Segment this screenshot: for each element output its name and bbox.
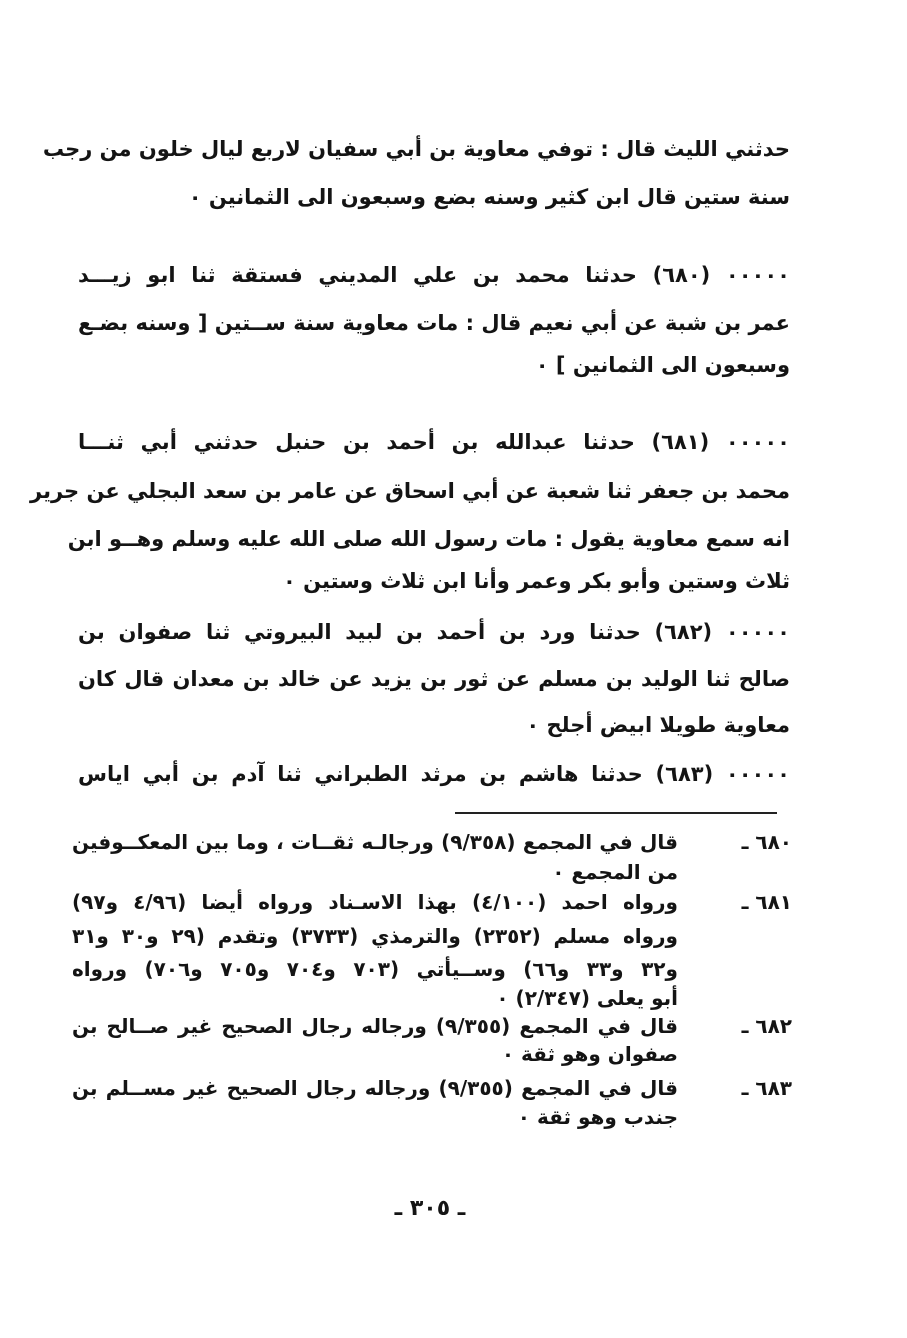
footnote-line: قال في المجمع (٩/٣٥٨) ورجالـه ثقــات ، وما بين المعكــوفين [72, 830, 679, 854]
main-text-line: ٠٠٠٠٠ (٦٨٣) حدثنا هاشم بن مرثد الطبراني ثنا آدم بن أبي اياس [78, 762, 790, 786]
footnote-number: ٦٨٢ ـ [741, 1014, 792, 1038]
main-text-line: ٠٠٠٠٠ (٦٨٢) حدثنا ورد بن أحمد بن لبيد البيروتي ثنا صفوان بن [78, 620, 790, 644]
footnote-number: ٦٨٠ ـ [741, 830, 792, 854]
footnote-line: صفوان وهو ثقة ٠ [501, 1042, 678, 1066]
main-text-line: صالح ثنا الوليد بن مسلم عن ثور بن يزيد عن خالد بن معدان قال كان [78, 667, 790, 691]
main-text-line: وسبعون الى الثمانين ] ٠ [535, 353, 790, 377]
main-text-line: عمر بن شبة عن أبي نعيم قال : مات معاوية سنة ســتين [ وسنه بضـع [78, 311, 790, 335]
page-number: ـ ٣٠٥ ـ [394, 1196, 466, 1221]
main-text-line: معاوية طويلا ابيض أجلح ٠ [526, 713, 790, 737]
footnote-line: جندب وهو ثقة ٠ [517, 1105, 678, 1129]
footnote-number: ٦٨٣ ـ [741, 1076, 792, 1100]
footnote-line: ورواه مسلم (٢٣٥٢) والترمذي (٣٧٣٣) وتقدم (٢٩ و٣٠ و٣١ [72, 924, 678, 948]
footnote-line: و٣٢ و٣٣ و٦٦) وســيأتي (٧٠٣ و٧٠٤ و٧٠٥ و٧٠٦) ورواه [72, 957, 678, 981]
footnote-number: ٦٨١ ـ [741, 890, 792, 914]
footnote-separator [455, 812, 777, 814]
footnote-line: قال في المجمع (٩/٣٥٥) ورجاله رجال الصحيح غير مســلم بن [72, 1076, 678, 1100]
main-text-line: ٠٠٠٠٠ (٦٨١) حدثنا عبدالله بن أحمد بن حنبل حدثني أبي ثنـــا [78, 430, 790, 454]
main-text-line: ثلاث وستين وأبو بكر وعمر وأنا ابن ثلاث وستين ٠ [283, 569, 790, 593]
main-text-line: انه سمع معاوية يقول : مات رسول الله صلى الله عليه وسلم وهــو ابن [67, 527, 790, 551]
footnote-line: من المجمع ٠ [552, 860, 678, 884]
main-text-line: ٠٠٠٠٠ (٦٨٠) حدثنا محمد بن علي المديني فستقة ثنا ابو زيـــد [78, 263, 790, 287]
footnote-line: قال في المجمع (٩/٣٥٥) ورجاله رجال الصحيح غير صــالح بن [72, 1014, 678, 1038]
footnote-line: ورواه احمد (٤/١٠٠) بهذا الاسـناد ورواه أيضا (٤/٩٦ و٩٧) [72, 890, 678, 914]
main-text-line: سنة ستين قال ابن كثير وسنه بضع وسبعون الى الثمانين ٠ [188, 185, 790, 209]
footnote-line: أبو يعلى (٢/٣٤٧) ٠ [496, 986, 678, 1010]
main-text-line: محمد بن جعفر ثنا شعبة عن أبي اسحاق عن عامر بن سعد البجلي عن جرير [30, 479, 790, 503]
main-text-line: حدثني الليث قال : توفي معاوية بن أبي سفيان لاربع ليال خلون من رجب [42, 137, 790, 161]
